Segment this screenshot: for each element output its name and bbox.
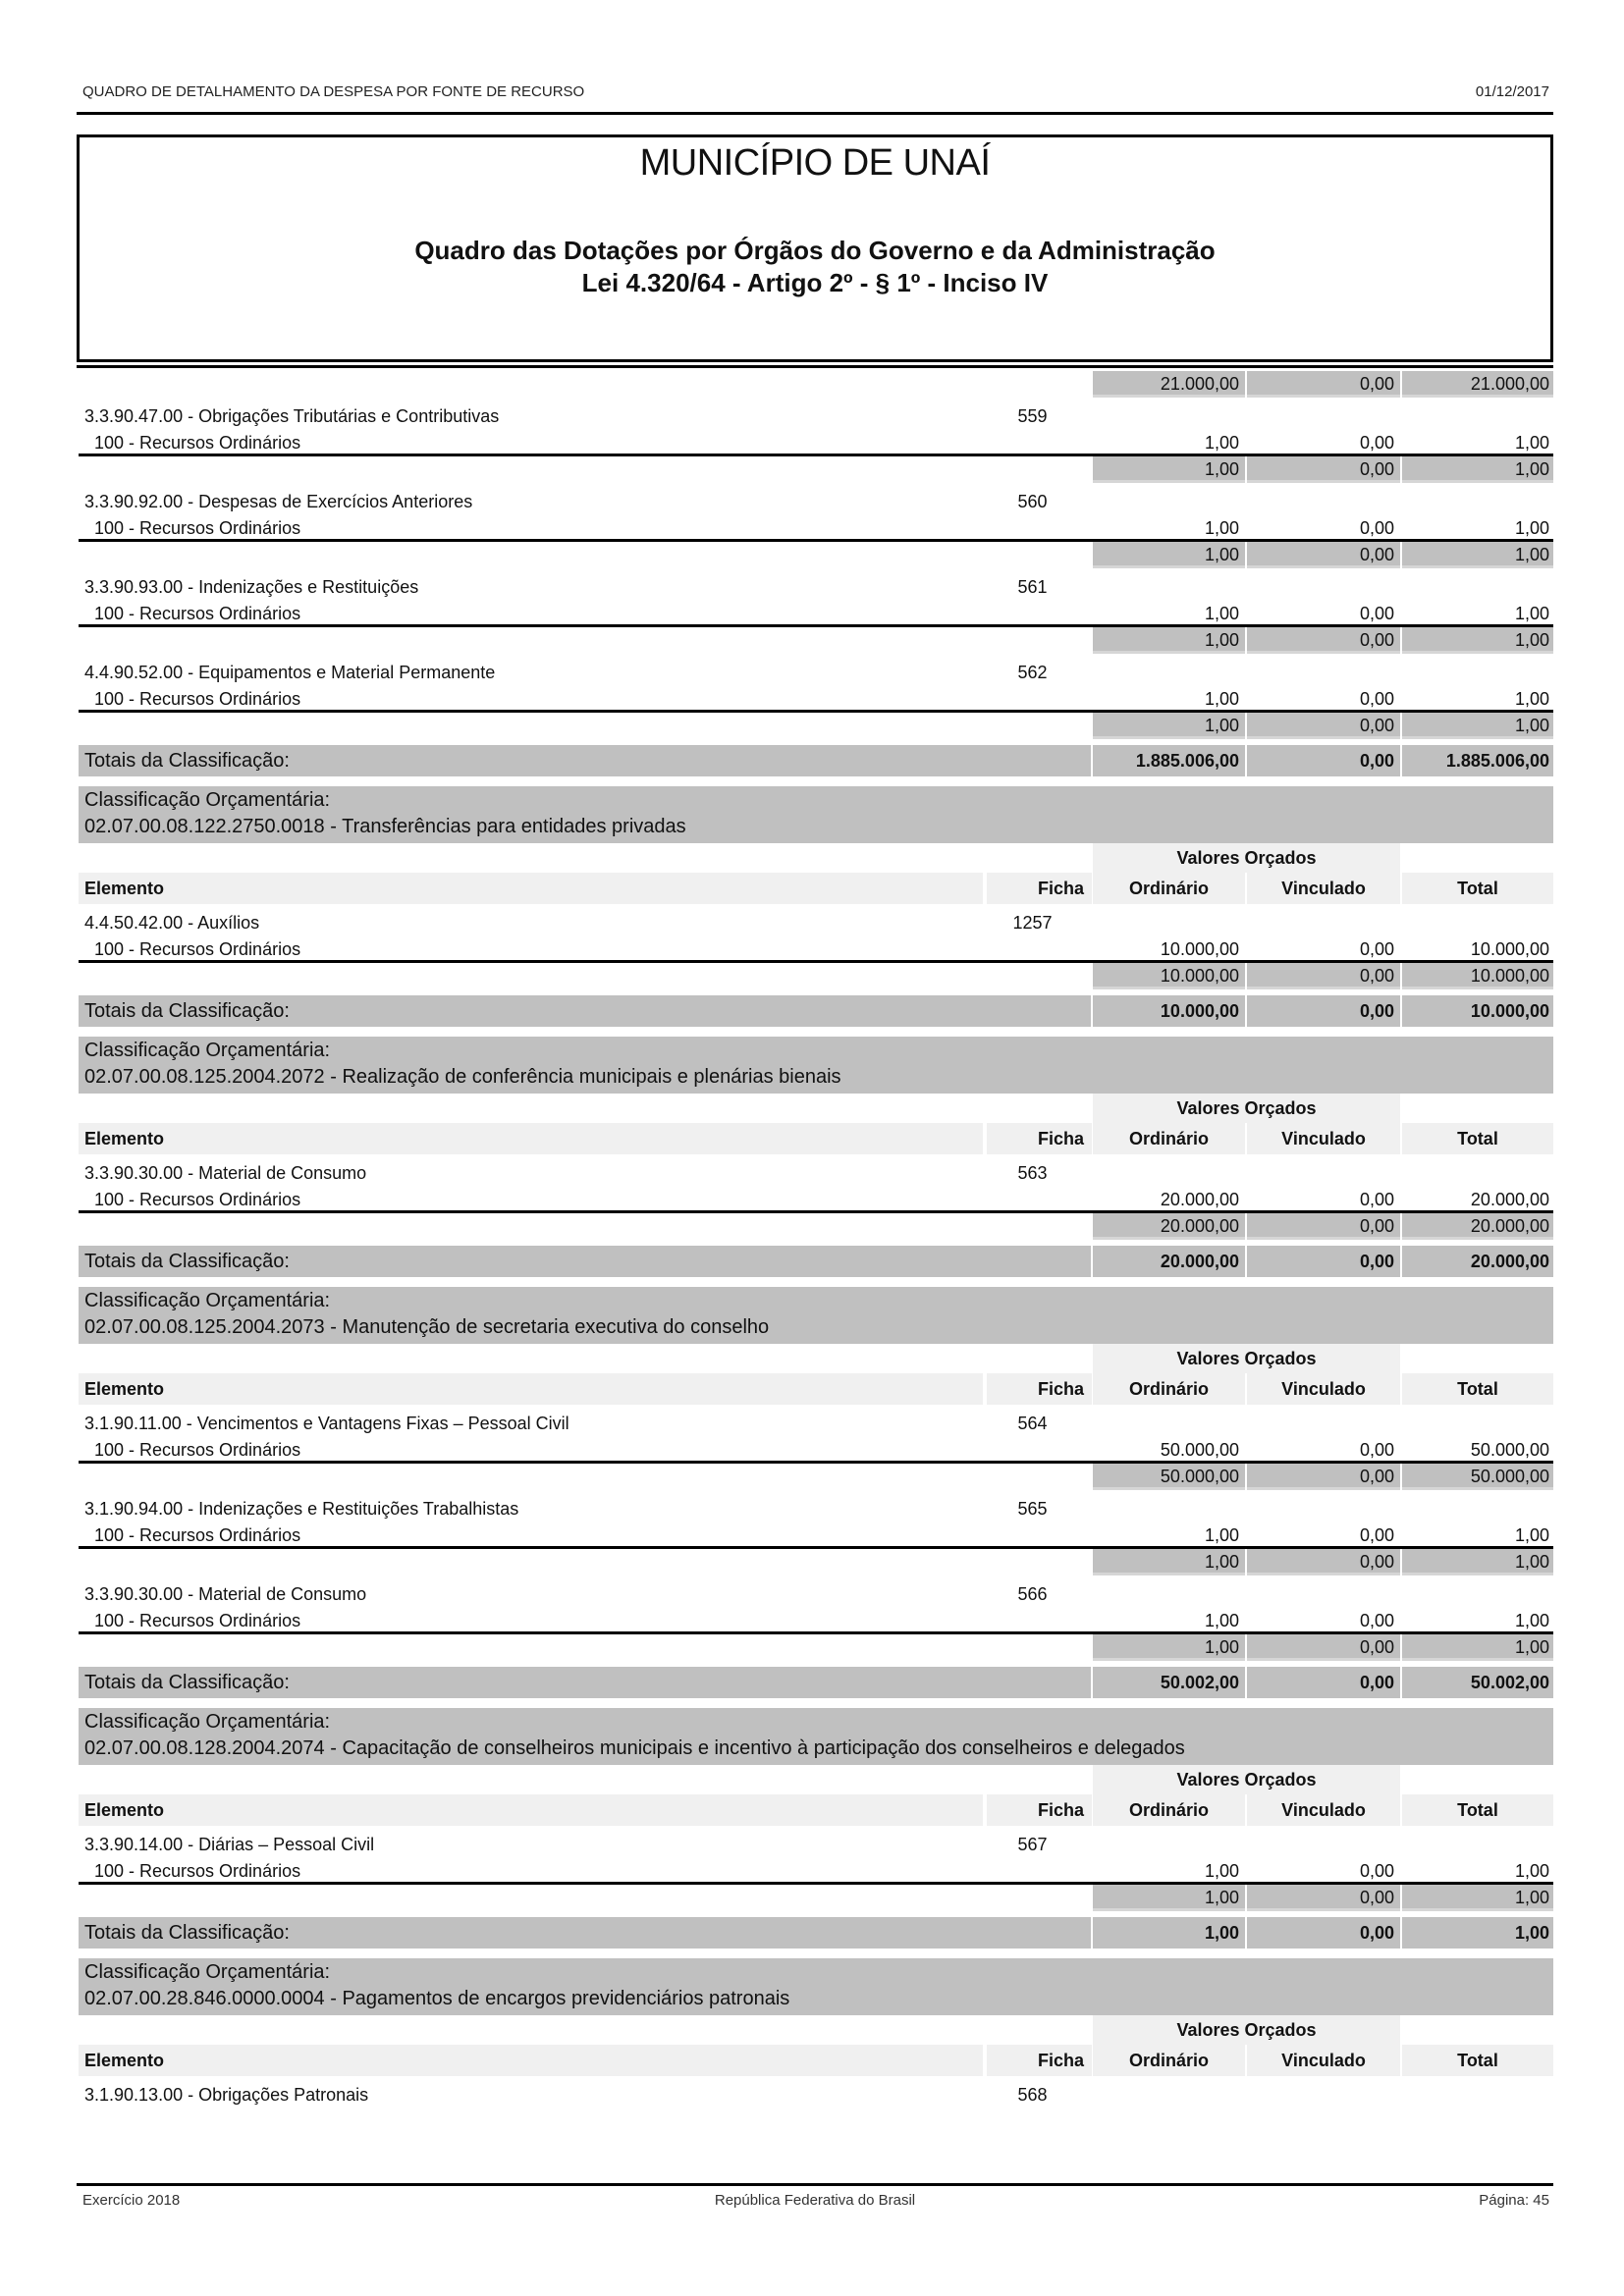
carryover-subtotal-row bbox=[79, 371, 1553, 398]
vinculado-value: 0,00 bbox=[1247, 745, 1400, 776]
element-subtotal-row bbox=[79, 1885, 1553, 1911]
elemento-cell: Totais da Classificação: bbox=[79, 1917, 1091, 1949]
ordinario-value: 1,00 bbox=[1204, 1611, 1239, 1630]
column-header-vinculado: Vinculado bbox=[1247, 1123, 1400, 1154]
elemento-cell: 100 - Recursos Ordinários bbox=[94, 1525, 301, 1545]
ordinario-value: 50.000,00 bbox=[1093, 1464, 1245, 1490]
element-subtotal-row bbox=[79, 713, 1553, 739]
footer-country: República Federativa do Brasil bbox=[714, 2192, 916, 2209]
vinculado-value: 0,00 bbox=[1247, 713, 1400, 739]
ficha-cell bbox=[987, 1634, 1092, 1661]
classification-label: Classificação Orçamentária: bbox=[84, 1961, 331, 1983]
vinculado-value: 0,00 bbox=[1247, 627, 1400, 654]
classification-label: Classificação Orçamentária: bbox=[84, 1290, 331, 1311]
vinculado-value: 0,00 bbox=[1359, 1861, 1394, 1881]
element-row bbox=[79, 910, 1553, 936]
ficha-cell bbox=[987, 627, 1092, 654]
classification-header bbox=[79, 1958, 1553, 2015]
ficha-cell bbox=[987, 371, 1092, 398]
ordinario-value: 1,00 bbox=[1204, 689, 1239, 709]
elemento-cell bbox=[79, 1549, 987, 1575]
ficha-cell bbox=[987, 1187, 1092, 1210]
ordinario-value: 1.885.006,00 bbox=[1093, 745, 1245, 776]
header-rule bbox=[77, 112, 1553, 115]
valores-orcados-label: Valores Orçados bbox=[1093, 843, 1400, 873]
column-header-ficha: Ficha bbox=[987, 1794, 1092, 1826]
element-name: 3.1.90.94.00 - Indenizações e Restituições Trabalhistas bbox=[84, 1499, 519, 1519]
ficha-cell bbox=[987, 1522, 1092, 1546]
vinculado-value: 0,00 bbox=[1359, 1611, 1394, 1630]
element-subtotal-row bbox=[79, 542, 1553, 568]
elemento-cell: Totais da Classificação: bbox=[79, 995, 1091, 1027]
classification-header bbox=[79, 1287, 1553, 1344]
classification-totals-row bbox=[79, 1246, 1553, 1277]
ficha-number: 565 bbox=[1017, 1499, 1048, 1519]
document-subtitle: Quadro das Dotações por Órgãos do Governo e da Administração bbox=[414, 236, 1216, 265]
vinculado-value: 0,00 bbox=[1247, 1917, 1400, 1949]
total-value: 10.000,00 bbox=[1402, 995, 1553, 1027]
title-box-bottom-rule bbox=[77, 365, 1553, 368]
vinculado-value: 0,00 bbox=[1359, 518, 1394, 538]
total-value: 1.885.006,00 bbox=[1402, 745, 1553, 776]
classification-totals-row bbox=[79, 1917, 1553, 1949]
element-name: 3.3.90.30.00 - Material de Consumo bbox=[84, 1584, 367, 1604]
elemento-cell bbox=[79, 371, 987, 398]
total-value: 1,00 bbox=[1402, 1885, 1553, 1911]
classification-code: 02.07.00.08.122.2750.0018 - Transferências para entidades privadas bbox=[84, 816, 686, 837]
ordinario-value: 1,00 bbox=[1093, 1634, 1245, 1661]
ficha-number: 566 bbox=[1017, 1584, 1048, 1604]
resource-source-row bbox=[79, 936, 1553, 963]
vinculado-value: 0,00 bbox=[1247, 1634, 1400, 1661]
element-name: 3.3.90.47.00 - Obrigações Tributárias e Contributivas bbox=[84, 406, 500, 426]
total-value: 21.000,00 bbox=[1402, 371, 1553, 398]
ficha-cell bbox=[987, 515, 1092, 539]
column-header-vinculado: Vinculado bbox=[1247, 873, 1400, 904]
ficha-cell bbox=[987, 1608, 1092, 1631]
ficha-cell bbox=[987, 936, 1092, 960]
ordinario-value: 20.000,00 bbox=[1093, 1246, 1245, 1277]
ficha-cell bbox=[987, 1213, 1092, 1240]
ficha-cell bbox=[987, 456, 1092, 483]
footer-rule bbox=[77, 2183, 1553, 2186]
elemento-cell bbox=[79, 456, 987, 483]
vinculado-value: 0,00 bbox=[1247, 1549, 1400, 1575]
total-value: 1,00 bbox=[1514, 518, 1549, 538]
elemento-cell: Totais da Classificação: bbox=[79, 745, 1091, 776]
elemento-cell: 100 - Recursos Ordinários bbox=[94, 1440, 301, 1460]
column-header-total: Total bbox=[1402, 873, 1553, 904]
classification-label: Classificação Orçamentária: bbox=[84, 1040, 331, 1061]
column-header-elemento: Elemento bbox=[79, 1794, 983, 1826]
valores-orcados-label: Valores Orçados bbox=[1093, 1765, 1400, 1794]
ficha-cell bbox=[987, 686, 1092, 710]
classification-totals-row bbox=[79, 745, 1553, 776]
total-value: 20.000,00 bbox=[1402, 1246, 1553, 1277]
classification-header bbox=[79, 786, 1553, 843]
element-subtotal-row bbox=[79, 1634, 1553, 1661]
classification-code: 02.07.00.08.125.2004.2072 - Realização de conferência municipais e plenárias bienais bbox=[84, 1066, 841, 1088]
ficha-number: 562 bbox=[1017, 663, 1048, 682]
ordinario-value: 50.000,00 bbox=[1160, 1440, 1239, 1460]
total-value: 10.000,00 bbox=[1470, 939, 1549, 959]
ficha-cell bbox=[987, 1885, 1092, 1911]
column-header-ficha: Ficha bbox=[987, 1123, 1092, 1154]
column-header-total: Total bbox=[1402, 2045, 1553, 2076]
elemento-cell: 100 - Recursos Ordinários bbox=[94, 939, 301, 959]
law-reference: Lei 4.320/64 - Artigo 2º - § 1º - Inciso IV bbox=[581, 268, 1049, 297]
ordinario-value: 10.000,00 bbox=[1093, 963, 1245, 989]
ficha-number: 1257 bbox=[1012, 913, 1053, 933]
vinculado-value: 0,00 bbox=[1247, 371, 1400, 398]
ficha-number: 567 bbox=[1017, 1835, 1048, 1854]
resource-source-row bbox=[79, 1187, 1553, 1213]
valores-orcados-label: Valores Orçados bbox=[1093, 2015, 1400, 2045]
column-header-ordinario: Ordinário bbox=[1093, 1123, 1245, 1154]
column-header-ordinario: Ordinário bbox=[1093, 1794, 1245, 1826]
column-header-ficha: Ficha bbox=[987, 1373, 1092, 1405]
total-value: 50.002,00 bbox=[1402, 1667, 1553, 1698]
ordinario-value: 1,00 bbox=[1204, 518, 1239, 538]
element-name: 3.3.90.92.00 - Despesas de Exercícios Anteriores bbox=[84, 492, 473, 511]
column-header-total: Total bbox=[1402, 1794, 1553, 1826]
column-header-row bbox=[79, 2045, 1553, 2076]
column-header-ordinario: Ordinário bbox=[1093, 2045, 1245, 2076]
element-subtotal-row bbox=[79, 1464, 1553, 1490]
report-title: QUADRO DE DETALHAMENTO DA DESPESA POR FONTE DE RECURSO bbox=[82, 83, 585, 100]
report-date: 01/12/2017 bbox=[1475, 83, 1549, 100]
element-row bbox=[79, 403, 1553, 430]
column-header-ficha: Ficha bbox=[987, 873, 1092, 904]
element-name: 3.3.90.14.00 - Diárias – Pessoal Civil bbox=[84, 1835, 375, 1854]
total-value: 1,00 bbox=[1514, 1611, 1549, 1630]
element-subtotal-row bbox=[79, 456, 1553, 483]
total-value: 1,00 bbox=[1402, 1917, 1553, 1949]
vinculado-value: 0,00 bbox=[1247, 542, 1400, 568]
ordinario-value: 1,00 bbox=[1093, 542, 1245, 568]
total-value: 1,00 bbox=[1514, 689, 1549, 709]
elemento-cell: Totais da Classificação: bbox=[79, 1667, 1091, 1698]
element-name: 3.1.90.11.00 - Vencimentos e Vantagens Fixas – Pessoal Civil bbox=[84, 1414, 569, 1433]
column-header-row bbox=[79, 1794, 1553, 1826]
elemento-cell bbox=[79, 1464, 987, 1490]
vinculado-value: 0,00 bbox=[1247, 1213, 1400, 1240]
total-value: 1,00 bbox=[1402, 627, 1553, 654]
classification-code: 02.07.00.08.128.2004.2074 - Capacitação de conselheiros municipais e incentivo à participação dos conselheiros e delegados bbox=[84, 1737, 1185, 1759]
column-header-total: Total bbox=[1402, 1373, 1553, 1405]
elemento-cell bbox=[79, 1885, 987, 1911]
element-row bbox=[79, 1581, 1553, 1608]
element-row bbox=[79, 489, 1553, 515]
ordinario-value: 1,00 bbox=[1204, 1861, 1239, 1881]
total-value: 1,00 bbox=[1514, 604, 1549, 623]
element-name: 4.4.50.42.00 - Auxílios bbox=[84, 913, 260, 933]
vinculado-value: 0,00 bbox=[1247, 995, 1400, 1027]
classification-totals-row bbox=[79, 995, 1553, 1027]
valores-orcados-header bbox=[79, 843, 1553, 873]
total-value: 1,00 bbox=[1402, 456, 1553, 483]
ordinario-value: 1,00 bbox=[1093, 627, 1245, 654]
element-row bbox=[79, 1411, 1553, 1437]
ficha-number: 568 bbox=[1017, 2085, 1048, 2105]
vinculado-value: 0,00 bbox=[1247, 1667, 1400, 1698]
municipality-title: MUNICÍPIO DE UNAÍ bbox=[639, 142, 991, 184]
elemento-cell bbox=[79, 1213, 987, 1240]
elemento-cell: 100 - Recursos Ordinários bbox=[94, 1190, 301, 1209]
column-header-elemento: Elemento bbox=[79, 2045, 983, 2076]
element-subtotal-row bbox=[79, 963, 1553, 989]
element-row bbox=[79, 574, 1553, 601]
total-value: 1,00 bbox=[1402, 542, 1553, 568]
element-row bbox=[79, 1832, 1553, 1858]
elemento-cell: 100 - Recursos Ordinários bbox=[94, 1861, 301, 1881]
element-row bbox=[79, 660, 1553, 686]
ficha-cell bbox=[987, 1437, 1092, 1461]
ficha-cell bbox=[987, 713, 1092, 739]
classification-label: Classificação Orçamentária: bbox=[84, 789, 331, 811]
column-header-vinculado: Vinculado bbox=[1247, 2045, 1400, 2076]
fiscal-year: Exercício 2018 bbox=[82, 2192, 181, 2209]
column-header-elemento: Elemento bbox=[79, 873, 983, 904]
ordinario-value: 50.002,00 bbox=[1093, 1667, 1245, 1698]
page-header bbox=[82, 83, 1549, 105]
elemento-cell: 100 - Recursos Ordinários bbox=[94, 433, 301, 453]
vinculado-value: 0,00 bbox=[1247, 1464, 1400, 1490]
elemento-cell bbox=[79, 1634, 987, 1661]
column-header-row bbox=[79, 1123, 1553, 1154]
resource-source-row bbox=[79, 1858, 1553, 1885]
vinculado-value: 0,00 bbox=[1359, 1525, 1394, 1545]
ficha-cell bbox=[987, 601, 1092, 624]
vinculado-value: 0,00 bbox=[1247, 1885, 1400, 1911]
ordinario-value: 20.000,00 bbox=[1093, 1213, 1245, 1240]
column-header-ordinario: Ordinário bbox=[1093, 873, 1245, 904]
ficha-cell bbox=[987, 963, 1092, 989]
column-header-vinculado: Vinculado bbox=[1247, 1794, 1400, 1826]
ficha-cell bbox=[987, 1464, 1092, 1490]
valores-orcados-header bbox=[79, 1094, 1553, 1123]
element-row bbox=[79, 1160, 1553, 1187]
element-subtotal-row bbox=[79, 627, 1553, 654]
column-header-row bbox=[79, 873, 1553, 904]
total-value: 1,00 bbox=[1514, 1861, 1549, 1881]
valores-orcados-label: Valores Orçados bbox=[1093, 1344, 1400, 1373]
report-body bbox=[79, 371, 1553, 2109]
ficha-cell bbox=[987, 1549, 1092, 1575]
vinculado-value: 0,00 bbox=[1247, 456, 1400, 483]
ficha-number: 561 bbox=[1017, 577, 1048, 597]
elemento-cell: 100 - Recursos Ordinários bbox=[94, 1611, 301, 1630]
element-subtotal-row bbox=[79, 1213, 1553, 1240]
total-value: 20.000,00 bbox=[1402, 1213, 1553, 1240]
column-header-ordinario: Ordinário bbox=[1093, 1373, 1245, 1405]
total-value: 10.000,00 bbox=[1402, 963, 1553, 989]
column-header-vinculado: Vinculado bbox=[1247, 1373, 1400, 1405]
resource-source-row bbox=[79, 430, 1553, 456]
ordinario-value: 20.000,00 bbox=[1160, 1190, 1239, 1209]
valores-orcados-header bbox=[79, 2015, 1553, 2045]
ordinario-value: 1,00 bbox=[1093, 1549, 1245, 1575]
column-header-row bbox=[79, 1373, 1553, 1405]
elemento-cell bbox=[79, 713, 987, 739]
resource-source-row bbox=[79, 601, 1553, 627]
ordinario-value: 1,00 bbox=[1093, 456, 1245, 483]
element-name: 4.4.90.52.00 - Equipamentos e Material Permanente bbox=[84, 663, 496, 682]
elemento-cell bbox=[79, 627, 987, 654]
total-value: 1,00 bbox=[1402, 1549, 1553, 1575]
vinculado-value: 0,00 bbox=[1359, 1190, 1394, 1209]
ficha-cell bbox=[987, 430, 1092, 454]
ordinario-value: 1,00 bbox=[1093, 713, 1245, 739]
page-number: Página: 45 bbox=[1479, 2192, 1549, 2209]
vinculado-value: 0,00 bbox=[1247, 963, 1400, 989]
column-header-total: Total bbox=[1402, 1123, 1553, 1154]
valores-orcados-header bbox=[79, 1765, 1553, 1794]
ordinario-value: 21.000,00 bbox=[1093, 371, 1245, 398]
ficha-cell bbox=[987, 542, 1092, 568]
vinculado-value: 0,00 bbox=[1359, 939, 1394, 959]
classification-header bbox=[79, 1037, 1553, 1094]
resource-source-row bbox=[79, 1522, 1553, 1549]
total-value: 1,00 bbox=[1514, 433, 1549, 453]
element-row bbox=[79, 2082, 1553, 2109]
vinculado-value: 0,00 bbox=[1359, 1440, 1394, 1460]
total-value: 50.000,00 bbox=[1470, 1440, 1549, 1460]
resource-source-row bbox=[79, 1437, 1553, 1464]
classification-header bbox=[79, 1708, 1553, 1765]
classification-code: 02.07.00.28.846.0000.0004 - Pagamentos de encargos previdenciários patronais bbox=[84, 1988, 790, 2009]
elemento-cell: Totais da Classificação: bbox=[79, 1246, 1091, 1277]
elemento-cell: 100 - Recursos Ordinários bbox=[94, 604, 301, 623]
total-value: 1,00 bbox=[1514, 1525, 1549, 1545]
ficha-number: 563 bbox=[1017, 1163, 1048, 1183]
ordinario-value: 1,00 bbox=[1093, 1917, 1245, 1949]
column-header-elemento: Elemento bbox=[79, 1123, 983, 1154]
element-subtotal-row bbox=[79, 1549, 1553, 1575]
vinculado-value: 0,00 bbox=[1359, 433, 1394, 453]
ordinario-value: 1,00 bbox=[1204, 1525, 1239, 1545]
total-value: 1,00 bbox=[1402, 713, 1553, 739]
vinculado-value: 0,00 bbox=[1359, 604, 1394, 623]
valores-orcados-header bbox=[79, 1344, 1553, 1373]
total-value: 50.000,00 bbox=[1402, 1464, 1553, 1490]
ordinario-value: 10.000,00 bbox=[1093, 995, 1245, 1027]
element-name: 3.3.90.30.00 - Material de Consumo bbox=[84, 1163, 367, 1183]
elemento-cell bbox=[79, 963, 987, 989]
column-header-elemento: Elemento bbox=[79, 1373, 983, 1405]
elemento-cell bbox=[79, 542, 987, 568]
total-value: 1,00 bbox=[1402, 1634, 1553, 1661]
resource-source-row bbox=[79, 515, 1553, 542]
ficha-cell bbox=[987, 1858, 1092, 1882]
elemento-cell: 100 - Recursos Ordinários bbox=[94, 518, 301, 538]
classification-totals-row bbox=[79, 1667, 1553, 1698]
ordinario-value: 1,00 bbox=[1204, 433, 1239, 453]
column-header-ficha: Ficha bbox=[987, 2045, 1092, 2076]
title-box bbox=[77, 134, 1553, 362]
valores-orcados-label: Valores Orçados bbox=[1093, 1094, 1400, 1123]
ficha-number: 564 bbox=[1017, 1414, 1048, 1433]
element-name: 3.1.90.13.00 - Obrigações Patronais bbox=[84, 2085, 369, 2105]
vinculado-value: 0,00 bbox=[1247, 1246, 1400, 1277]
total-value: 20.000,00 bbox=[1470, 1190, 1549, 1209]
element-name: 3.3.90.93.00 - Indenizações e Restituições bbox=[84, 577, 419, 597]
element-row bbox=[79, 1496, 1553, 1522]
ordinario-value: 1,00 bbox=[1204, 604, 1239, 623]
ordinario-value: 1,00 bbox=[1093, 1885, 1245, 1911]
elemento-cell: 100 - Recursos Ordinários bbox=[94, 689, 301, 709]
ordinario-value: 10.000,00 bbox=[1160, 939, 1239, 959]
resource-source-row bbox=[79, 1608, 1553, 1634]
classification-label: Classificação Orçamentária: bbox=[84, 1711, 331, 1733]
ficha-number: 560 bbox=[1017, 492, 1048, 511]
resource-source-row bbox=[79, 686, 1553, 713]
vinculado-value: 0,00 bbox=[1359, 689, 1394, 709]
classification-code: 02.07.00.08.125.2004.2073 - Manutenção de secretaria executiva do conselho bbox=[84, 1316, 770, 1338]
ficha-number: 559 bbox=[1017, 406, 1048, 426]
